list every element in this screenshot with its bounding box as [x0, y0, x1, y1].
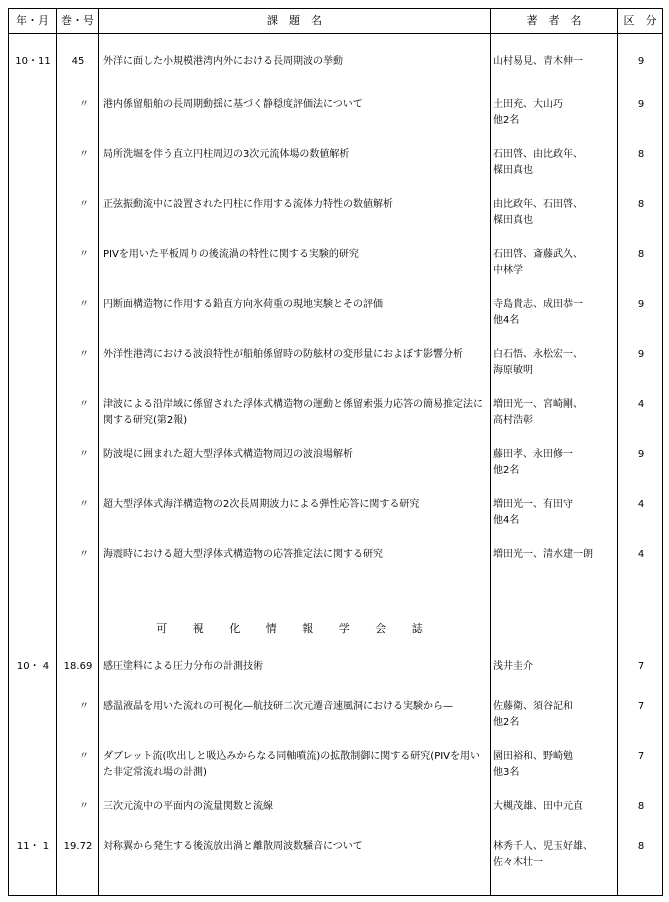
row-title: 超大型浮体式海洋構造物の2次長周期波力による弾性応答に関する研究 [103, 499, 420, 510]
row-date: 11・ 1 [16, 841, 50, 852]
row-category: 7 [637, 661, 645, 672]
row-date: 10・11 [15, 56, 51, 67]
row-title: 外洋に面した小規模港湾内外における長周期波の挙動 [103, 56, 343, 67]
row-volume: 〃 [79, 249, 89, 260]
row-title: 円断面構造物に作用する鉛直方向氷荷重の現地実験とその評価 [103, 299, 383, 310]
row-volume: 〃 [79, 349, 89, 360]
header-title: 課 題 名 [267, 14, 322, 27]
row-volume: 〃 [79, 701, 89, 712]
row-category: 7 [637, 701, 645, 712]
row-authors: 林秀千人、児玉好雄、 佐々木壮一 [493, 841, 593, 868]
row-volume: 〃 [79, 149, 89, 160]
row-authors: 寺島貴志、成田恭一 他4名 [493, 299, 583, 326]
row-volume: 〃 [79, 449, 89, 460]
row-category: 4 [637, 499, 645, 510]
row-authors: 佐藤衛、須谷記和 他2名 [493, 701, 573, 728]
row-title: 感温液晶を用いた流れの可視化—航技研二次元遷音速風洞における実験から— [103, 701, 453, 712]
row-category: 9 [637, 299, 645, 310]
row-title: 海震時における超大型浮体式構造物の応答推定法に関する研究 [103, 549, 383, 560]
row-category: 8 [637, 801, 645, 812]
row-category: 7 [637, 751, 645, 762]
row-volume: 〃 [79, 99, 89, 110]
header-volume: 巻・号 [61, 14, 94, 27]
row-title: 防波堤に囲まれた超大型浮体式構造物周辺の波浪場解析 [103, 449, 353, 460]
row-category: 8 [637, 841, 645, 852]
row-volume: 〃 [79, 549, 89, 560]
row-category: 8 [637, 249, 645, 260]
row-authors: 石田啓、由比政年、 楳田真也 [493, 149, 583, 176]
row-title: 港内係留船舶の長周期動揺に基づく静穏度評価法について [103, 99, 363, 110]
row-authors: 増田光一、清水建一朗 [493, 549, 593, 560]
row-category: 4 [637, 549, 645, 560]
row-title: 三次元流中の平面内の流量関数と流線 [103, 801, 273, 812]
row-authors: 大槻茂雄、田中元直 [493, 801, 583, 812]
row-category: 8 [637, 149, 645, 160]
row-authors: 山村易見、青木伸一 [493, 56, 583, 67]
row-authors: 増田光一、有田守 他4名 [493, 499, 573, 526]
header-date: 年・月 [16, 14, 49, 27]
row-title: PIVを用いた平板周りの後流渦の特性に関する実験的研究 [103, 249, 359, 260]
publication-table [8, 8, 663, 896]
row-volume: 〃 [79, 499, 89, 510]
row-volume: 18.69 [63, 661, 93, 672]
row-volume: 〃 [79, 751, 89, 762]
header-authors: 著 者 名 [526, 14, 582, 27]
row-title: 正弦振動流中に設置された円柱に作用する流体力特性の数値解析 [103, 199, 393, 210]
header-category: 区 分 [623, 14, 657, 27]
row-authors: 石田啓、斎藤武久、 中林学 [493, 249, 583, 276]
row-volume: 19.72 [63, 841, 93, 852]
row-authors: 増田光一、宮崎剛、 高村浩彰 [493, 399, 583, 426]
row-authors: 白石悟、永松宏一、 海原敏明 [493, 349, 583, 376]
row-title: 感圧塗料による圧力分布の計測技術 [103, 661, 263, 672]
row-authors: 土田充、大山巧 他2名 [493, 99, 563, 126]
row-category: 4 [637, 399, 645, 410]
row-title: ダブレット流(吹出しと吸込みからなる同軸噴流)の拡散制御に関する研究(PIVを用いた非定常流れ場の計測) [103, 751, 481, 778]
row-category: 9 [637, 449, 645, 460]
row-category: 8 [637, 199, 645, 210]
row-volume: 〃 [79, 801, 89, 812]
row-category: 9 [637, 99, 645, 110]
row-category: 9 [637, 56, 645, 67]
row-title: 対称翼から発生する後流放出渦と離散周波数騒音について [103, 841, 363, 852]
row-authors: 藤田孝、永田修一 他2名 [493, 449, 573, 476]
row-volume: 45 [71, 56, 85, 67]
row-title: 津波による沿岸域に係留された浮体式構造物の運動と係留索張力応答の簡易推定法に関する研究(第2報) [103, 399, 483, 426]
row-title: 局所洗堀を伴う直立円柱周辺の3次元流体場の数値解析 [103, 149, 350, 160]
row-category: 9 [637, 349, 645, 360]
section-title: 可 視 化 情 報 学 会 誌 [156, 622, 434, 635]
row-date: 10・ 4 [16, 661, 50, 672]
table-body [9, 9, 662, 895]
row-authors: 由比政年、石田啓、 楳田真也 [493, 199, 583, 226]
row-title: 外洋性港湾における波浪特性が船舶係留時の防舷材の変形量におよぼす影響分析 [103, 349, 463, 360]
row-authors: 園田裕和、野崎勉 他3名 [493, 751, 573, 778]
row-volume: 〃 [79, 299, 89, 310]
row-volume: 〃 [79, 399, 89, 410]
row-volume: 〃 [79, 199, 89, 210]
row-authors: 浅井圭介 [493, 661, 533, 672]
